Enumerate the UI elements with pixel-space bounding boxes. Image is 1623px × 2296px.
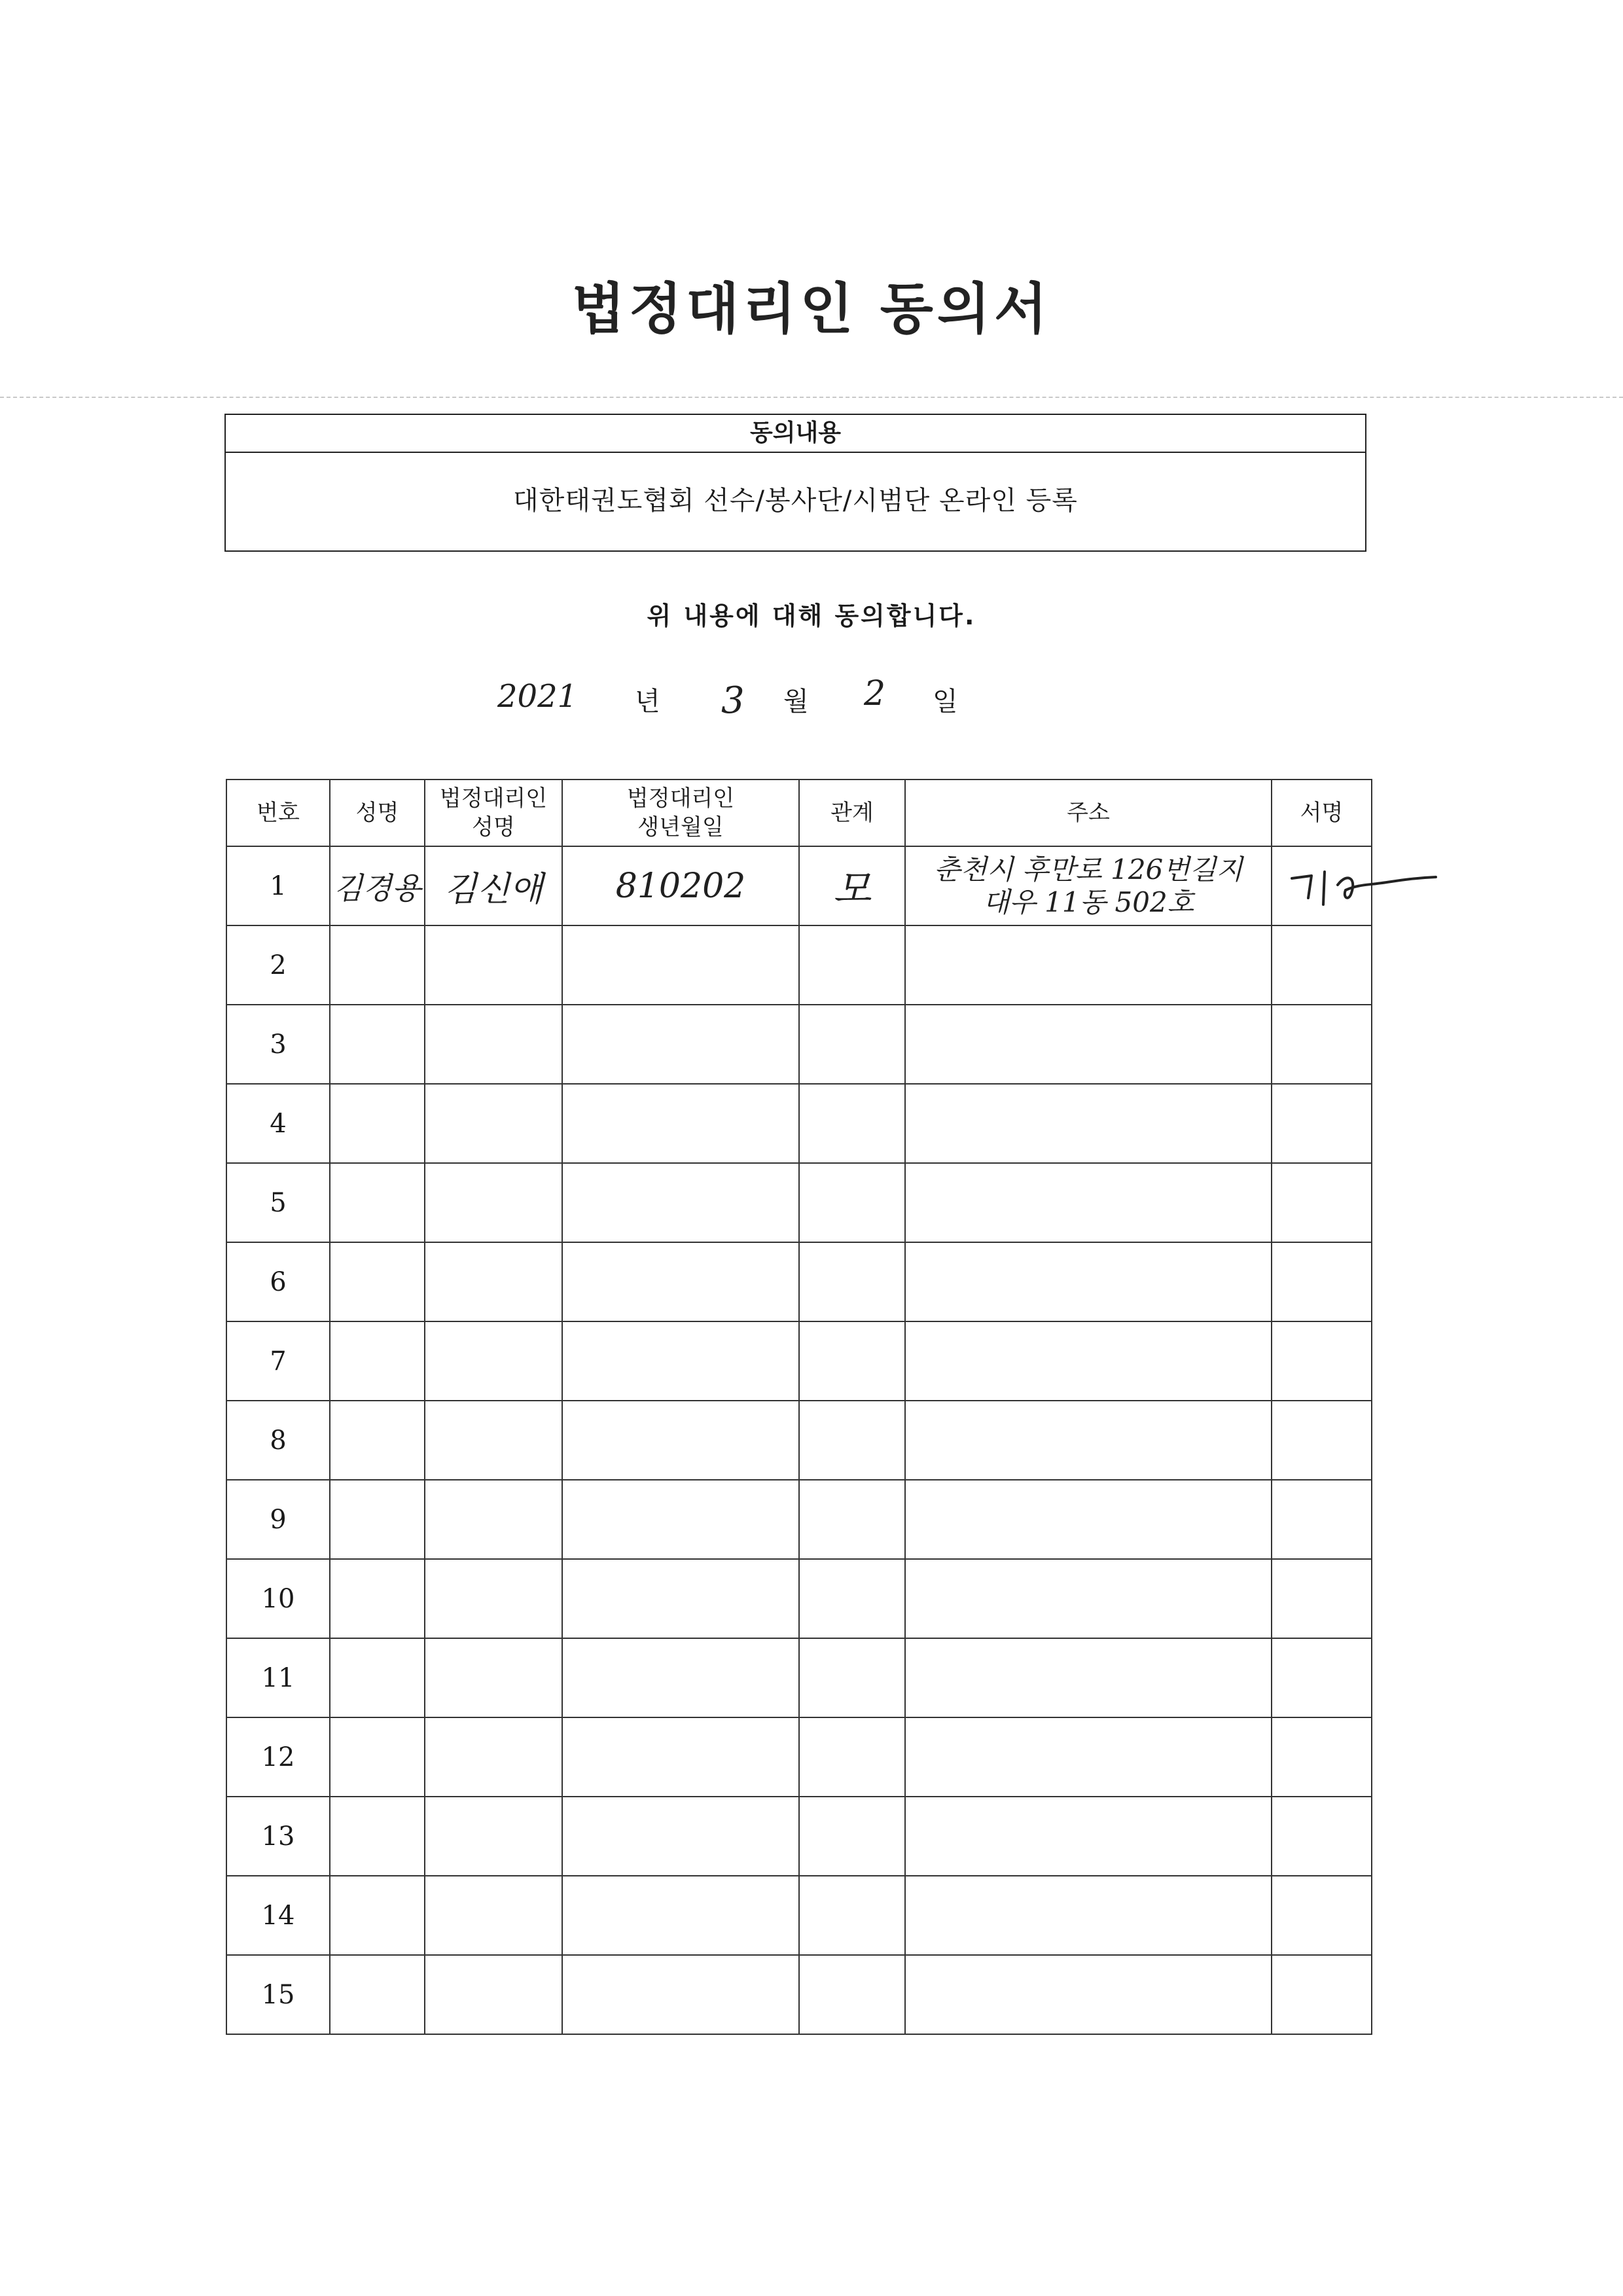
guardian-birthdate: 810202	[615, 866, 746, 906]
row-number: 3	[226, 1005, 330, 1084]
address-line2: 대우 11동 502호	[982, 886, 1194, 918]
table-row	[226, 1955, 1372, 2034]
header-address: 주소	[905, 780, 1272, 846]
row-number: 4	[226, 1084, 330, 1163]
handwritten-signature	[1285, 859, 1442, 918]
table-row	[226, 1401, 1372, 1480]
student-name: 김경용	[333, 870, 421, 906]
row-number: 14	[226, 1876, 330, 1955]
row-number: 5	[226, 1163, 330, 1242]
address-cell	[905, 846, 1272, 925]
row-number: 13	[226, 1797, 330, 1876]
table-row	[226, 1638, 1372, 1717]
address-line1: 춘천시 후만로 126번길지	[933, 853, 1243, 886]
header-relation: 관계	[799, 780, 905, 846]
date-month-label: 월	[783, 687, 809, 717]
row-number: 2	[226, 925, 330, 1005]
consent-content: 대한태권도협회 선수/봉사단/시범단 온라인 등록	[513, 486, 1078, 516]
table-row	[226, 1005, 1372, 1084]
agreement-statement: 위 내용에 대해 동의합니다.	[647, 601, 976, 630]
header-name: 성명	[330, 780, 425, 846]
consent-heading: 동의내용	[226, 415, 1365, 453]
row-number: 10	[226, 1559, 330, 1638]
header-signature: 서명	[1272, 780, 1372, 846]
row-number: 7	[226, 1321, 330, 1401]
signature-cell	[1272, 846, 1372, 925]
date-year-label: 년	[635, 687, 660, 717]
table-row	[226, 1084, 1372, 1163]
table-row	[226, 1717, 1372, 1797]
date-day: 2	[864, 674, 886, 713]
date-month: 3	[721, 679, 745, 722]
document-title: 법정대리인 동의서	[571, 277, 1052, 341]
table-row	[226, 1559, 1372, 1638]
header-no: 번호	[226, 780, 330, 846]
table-row	[226, 846, 1372, 925]
guardian-name: 김신애	[444, 870, 543, 909]
row-number: 12	[226, 1717, 330, 1797]
table-row	[226, 1242, 1372, 1321]
row-number: 11	[226, 1638, 330, 1717]
table-row	[226, 1321, 1372, 1401]
table-row	[226, 1480, 1372, 1559]
header-guardian-name: 법정대리인 성명	[425, 780, 562, 846]
header-guardian-birth: 법정대리인 생년월일	[562, 780, 799, 846]
relation: 모	[833, 866, 871, 912]
consent-box	[224, 414, 1366, 552]
table-row	[226, 1876, 1372, 1955]
table-row	[226, 1163, 1372, 1242]
date-day-label: 일	[933, 687, 958, 717]
table-row	[226, 925, 1372, 1005]
scan-line-divider	[0, 397, 1623, 398]
row-number: 8	[226, 1401, 330, 1480]
table-row	[226, 1797, 1372, 1876]
row-number: 6	[226, 1242, 330, 1321]
date-year: 2021	[497, 678, 578, 715]
table-header-row	[226, 780, 1372, 846]
guardian-roster-table	[226, 779, 1372, 2035]
row-number: 1	[226, 846, 330, 925]
row-number: 9	[226, 1480, 330, 1559]
row-number: 15	[226, 1955, 330, 2034]
